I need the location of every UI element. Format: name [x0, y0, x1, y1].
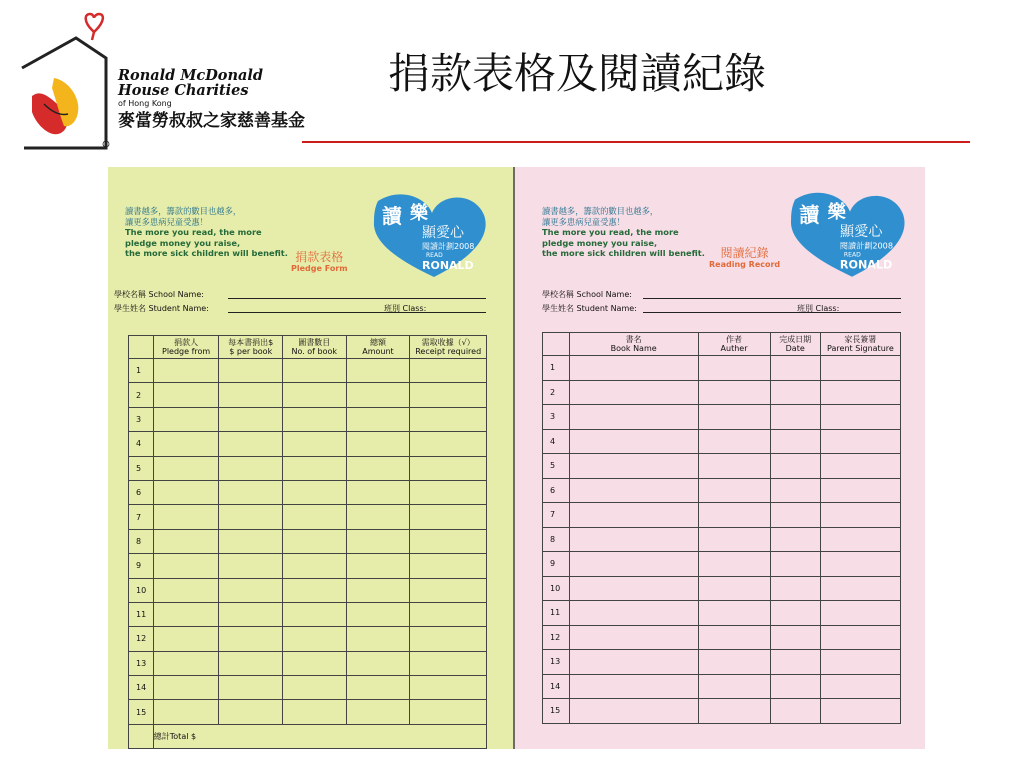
table-cell[interactable]: [282, 383, 346, 407]
badge-slogan: 顯愛心: [422, 225, 464, 241]
student-name-label: 學生姓名 Student Name:: [542, 304, 637, 313]
table-cell[interactable]: [282, 505, 346, 529]
table-cell[interactable]: [219, 383, 283, 407]
table-row: [543, 527, 901, 552]
table-cell[interactable]: [282, 529, 346, 553]
column-header: 圖書數目 No. of book: [282, 336, 346, 359]
table-cell[interactable]: [770, 674, 820, 699]
table-row: [543, 478, 901, 503]
table-cell[interactable]: [820, 576, 900, 601]
column-header: 需取收據（√） Receipt required: [410, 336, 487, 359]
table-cell[interactable]: [820, 552, 900, 577]
table-cell[interactable]: [569, 576, 698, 601]
table-cell[interactable]: [219, 456, 283, 480]
table-cell[interactable]: [153, 383, 219, 407]
intro-zh-line: 讓更多患病兒童受惠！: [125, 216, 208, 227]
table-row: [543, 674, 901, 699]
table-cell[interactable]: [569, 674, 698, 699]
table-cell[interactable]: [770, 625, 820, 650]
pledge-intro: [125, 206, 288, 259]
table-row: [543, 429, 901, 454]
row-number: 4: [129, 432, 154, 456]
column-header: 完成日期 Date: [770, 333, 820, 356]
table-row: [543, 356, 901, 381]
badge-read: READ: [426, 252, 443, 259]
table-cell[interactable]: [410, 407, 487, 431]
table-cell[interactable]: [219, 529, 283, 553]
table-cell[interactable]: [770, 699, 820, 724]
table-cell[interactable]: [770, 650, 820, 675]
row-number: 13: [543, 650, 570, 675]
row-number: 10: [543, 576, 570, 601]
table-cell[interactable]: [282, 651, 346, 675]
column-header: 每本書捐出$ $ per book: [219, 336, 283, 359]
total-amount-field[interactable]: 總計Total $: [153, 724, 486, 748]
table-cell[interactable]: [282, 456, 346, 480]
table-cell[interactable]: [698, 380, 770, 405]
table-cell[interactable]: [346, 578, 410, 602]
row-number: 4: [543, 429, 570, 454]
form-title-zh: 捐款表格: [295, 250, 344, 264]
table-row: [129, 383, 487, 407]
table-cell[interactable]: [698, 429, 770, 454]
table-cell[interactable]: [219, 505, 283, 529]
intro-zh-line: 讀書越多，籌款的數目也越多，: [125, 206, 242, 216]
row-number: 5: [543, 454, 570, 479]
table-header-row: [129, 336, 487, 359]
logo-name-line1: Ronald McDonald: [118, 67, 264, 84]
intro-en-line: pledge money you raise,: [125, 237, 241, 248]
table-cell[interactable]: [770, 552, 820, 577]
table-cell[interactable]: [282, 578, 346, 602]
table-cell[interactable]: [820, 503, 900, 528]
column-header: 作者 Auther: [698, 333, 770, 356]
title-divider: [302, 141, 970, 143]
row-number: 9: [543, 552, 570, 577]
row-number: 15: [543, 699, 570, 724]
table-cell[interactable]: [282, 480, 346, 504]
table-cell[interactable]: [219, 432, 283, 456]
intro-zh-line: 讀書越多，籌款的數目也越多，: [542, 206, 659, 216]
table-cell[interactable]: [770, 503, 820, 528]
table-cell[interactable]: [153, 602, 219, 626]
table-cell[interactable]: [569, 601, 698, 626]
table-cell[interactable]: [219, 627, 283, 651]
row-number: 7: [129, 505, 154, 529]
table-cell[interactable]: [569, 356, 698, 381]
reading-intro: [542, 206, 705, 259]
table-cell[interactable]: [770, 601, 820, 626]
table-row: [543, 405, 901, 430]
table-cell[interactable]: [346, 602, 410, 626]
table-cell[interactable]: [282, 432, 346, 456]
student-name-field[interactable]: [228, 312, 486, 313]
table-row: [543, 601, 901, 626]
row-number: 8: [129, 529, 154, 553]
table-cell[interactable]: [820, 674, 900, 699]
row-number: 10: [129, 578, 154, 602]
pledge-form: [108, 167, 514, 749]
table-row: [129, 602, 487, 626]
table-cell[interactable]: [410, 456, 487, 480]
table-cell[interactable]: [346, 383, 410, 407]
table-cell[interactable]: [410, 578, 487, 602]
row-number: 15: [129, 700, 154, 724]
table-cell[interactable]: [698, 405, 770, 430]
row-number: 14: [129, 676, 154, 700]
row-number: 2: [129, 383, 154, 407]
table-cell[interactable]: [282, 676, 346, 700]
table-row: [543, 650, 901, 675]
table-cell[interactable]: [346, 359, 410, 383]
table-cell[interactable]: [569, 503, 698, 528]
house-heart-logo-icon: [14, 8, 118, 153]
table-cell[interactable]: [820, 699, 900, 724]
table-cell[interactable]: [820, 405, 900, 430]
table-cell[interactable]: [219, 359, 283, 383]
table-row: [129, 676, 487, 700]
form-title-en: Pledge Form: [291, 264, 348, 273]
badge-char: 讀: [382, 204, 402, 228]
table-cell[interactable]: [698, 674, 770, 699]
table-cell[interactable]: [820, 478, 900, 503]
table-cell[interactable]: [282, 602, 346, 626]
table-row: [129, 359, 487, 383]
table-row: [543, 380, 901, 405]
rmhc-logo: [14, 8, 314, 158]
badge-slogan: 顯愛心: [839, 224, 883, 241]
school-name-label: 學校名稱 School Name:: [114, 290, 204, 299]
table-cell[interactable]: [153, 578, 219, 602]
table-cell[interactable]: [410, 505, 487, 529]
reading-record-form: [515, 167, 925, 749]
table-header-row: [543, 333, 901, 356]
row-number: 1: [543, 356, 570, 381]
table-cell[interactable]: [820, 601, 900, 626]
table-cell[interactable]: [410, 651, 487, 675]
table-cell[interactable]: [569, 552, 698, 577]
table-row: [543, 503, 901, 528]
row-number: 8: [543, 527, 570, 552]
column-header: 書名 Book Name: [569, 333, 698, 356]
class-label: 班別 Class:: [797, 304, 840, 313]
reading-table: [542, 332, 901, 724]
table-cell[interactable]: [410, 676, 487, 700]
row-number: 1: [129, 359, 154, 383]
table-cell[interactable]: [698, 356, 770, 381]
table-cell[interactable]: [410, 480, 487, 504]
table-cell[interactable]: [770, 356, 820, 381]
badge-program: 閱讀計劃2008: [422, 242, 475, 251]
table-cell[interactable]: [153, 700, 219, 724]
table-cell[interactable]: [410, 700, 487, 724]
table-cell[interactable]: [410, 602, 487, 626]
table-cell[interactable]: [698, 527, 770, 552]
school-name-field[interactable]: [228, 298, 486, 299]
row-number: 6: [129, 480, 154, 504]
table-cell[interactable]: [770, 405, 820, 430]
intro-en-line: the more sick children will benefit.: [542, 248, 705, 259]
row-number: 11: [129, 602, 154, 626]
table-cell[interactable]: [770, 527, 820, 552]
row-number: 7: [543, 503, 570, 528]
badge-char: 樂: [410, 203, 428, 224]
logo-chinese-name: 麥當勞叔叔之家慈善基金: [118, 111, 305, 131]
reading-form-title: [709, 247, 780, 269]
table-cell[interactable]: [410, 432, 487, 456]
table-cell[interactable]: [153, 456, 219, 480]
column-header: 總額 Amount: [346, 336, 410, 359]
table-row: [129, 651, 487, 675]
table-cell[interactable]: [770, 478, 820, 503]
table-cell[interactable]: [698, 454, 770, 479]
table-cell[interactable]: [346, 456, 410, 480]
intro-en-line: The more you read, the more: [125, 227, 262, 238]
table-cell[interactable]: [153, 676, 219, 700]
pledge-form-title: [291, 251, 348, 273]
heart-book-badge-icon: [787, 185, 911, 279]
logo-name-line2: House Charities: [118, 82, 249, 99]
table-cell[interactable]: [569, 429, 698, 454]
row-number: 3: [543, 405, 570, 430]
row-number: 12: [543, 625, 570, 650]
table-row: [543, 576, 901, 601]
table-cell[interactable]: [698, 576, 770, 601]
table-cell[interactable]: [569, 699, 698, 724]
table-row: [129, 578, 487, 602]
table-cell[interactable]: [219, 602, 283, 626]
row-number: 2: [543, 380, 570, 405]
badge-char: 讀: [799, 202, 820, 227]
row-number: 5: [129, 456, 154, 480]
table-cell[interactable]: [346, 480, 410, 504]
table-cell[interactable]: [770, 454, 820, 479]
table-row: [543, 552, 901, 577]
logo-region: of Hong Kong: [118, 99, 172, 108]
row-number: 6: [543, 478, 570, 503]
pledge-table: [128, 335, 487, 749]
table-row: [129, 627, 487, 651]
row-number: 11: [543, 601, 570, 626]
table-cell[interactable]: [282, 554, 346, 578]
table-cell[interactable]: [698, 601, 770, 626]
table-cell[interactable]: [219, 700, 283, 724]
form-title-en: Reading Record: [709, 260, 781, 269]
table-cell[interactable]: [153, 627, 219, 651]
table-cell[interactable]: [698, 478, 770, 503]
badge-program: 閱讀計劃2008: [839, 240, 894, 251]
table-cell[interactable]: [698, 650, 770, 675]
heart-book-badge-icon: [370, 187, 492, 279]
table-row: [129, 505, 487, 529]
table-cell[interactable]: [569, 625, 698, 650]
intro-en-line: the more sick children will benefit.: [125, 248, 288, 259]
table-cell[interactable]: [346, 529, 410, 553]
total-row: [129, 724, 487, 748]
table-cell[interactable]: [569, 650, 698, 675]
table-cell[interactable]: [219, 480, 283, 504]
table-cell[interactable]: [346, 627, 410, 651]
table-cell[interactable]: [410, 383, 487, 407]
badge-char: 樂: [827, 201, 846, 223]
table-cell[interactable]: [282, 407, 346, 431]
badge-ronald: RONALD: [422, 259, 474, 272]
table-cell[interactable]: [569, 454, 698, 479]
table-row: [129, 432, 487, 456]
table-cell[interactable]: [346, 407, 410, 431]
table-cell[interactable]: [569, 405, 698, 430]
table-row: [543, 454, 901, 479]
row-number: 14: [543, 674, 570, 699]
table-cell[interactable]: [770, 429, 820, 454]
table-cell[interactable]: [153, 359, 219, 383]
table-cell[interactable]: [770, 576, 820, 601]
row-number: 3: [129, 407, 154, 431]
table-cell[interactable]: [410, 627, 487, 651]
table-cell[interactable]: [153, 407, 219, 431]
school-name-label: 學校名稱 School Name:: [542, 290, 632, 299]
table-cell[interactable]: [153, 480, 219, 504]
table-row: [129, 480, 487, 504]
row-number: 13: [129, 651, 154, 675]
table-cell[interactable]: [153, 505, 219, 529]
table-cell[interactable]: [219, 651, 283, 675]
table-cell[interactable]: [346, 700, 410, 724]
table-cell[interactable]: [153, 432, 219, 456]
table-cell[interactable]: [153, 529, 219, 553]
row-number: 9: [129, 554, 154, 578]
row-number-header: [129, 336, 154, 359]
table-cell: [129, 724, 154, 748]
form-title-zh: 閱讀紀錄: [720, 246, 769, 260]
table-cell[interactable]: [820, 650, 900, 675]
page-title: 捐款表格及閱讀紀錄: [388, 49, 767, 98]
table-row: [543, 699, 901, 724]
intro-zh-line: 讓更多患病兒童受惠！: [542, 216, 625, 227]
table-cell[interactable]: [569, 380, 698, 405]
table-cell[interactable]: [346, 651, 410, 675]
table-row: [129, 407, 487, 431]
table-cell[interactable]: [219, 407, 283, 431]
table-cell[interactable]: [346, 676, 410, 700]
table-cell[interactable]: [698, 552, 770, 577]
intro-en-line: The more you read, the more: [542, 227, 679, 238]
student-name-label: 學生姓名 Student Name:: [114, 304, 209, 313]
table-cell[interactable]: [346, 432, 410, 456]
table-row: [543, 625, 901, 650]
column-header: 家長簽署 Parent Signature: [820, 333, 900, 356]
table-cell[interactable]: [820, 454, 900, 479]
school-name-field[interactable]: [643, 298, 901, 299]
table-cell[interactable]: [820, 527, 900, 552]
table-row: [129, 554, 487, 578]
table-cell[interactable]: [219, 554, 283, 578]
table-row: [129, 456, 487, 480]
table-cell[interactable]: [820, 356, 900, 381]
read-ronald-badge: [370, 187, 492, 283]
table-cell[interactable]: [820, 625, 900, 650]
table-cell[interactable]: [282, 700, 346, 724]
intro-en-line: pledge money you raise,: [542, 237, 658, 248]
table-cell[interactable]: [219, 578, 283, 602]
row-number-header: [543, 333, 570, 356]
table-cell[interactable]: [410, 554, 487, 578]
table-cell[interactable]: [410, 529, 487, 553]
table-cell[interactable]: [698, 699, 770, 724]
table-cell[interactable]: [282, 359, 346, 383]
table-cell[interactable]: [153, 554, 219, 578]
class-label: 班別 Class:: [384, 304, 427, 313]
table-cell[interactable]: [410, 359, 487, 383]
table-cell[interactable]: [698, 625, 770, 650]
table-cell[interactable]: [770, 380, 820, 405]
table-cell[interactable]: [282, 627, 346, 651]
column-header: 捐款人 Pledge from: [153, 336, 219, 359]
table-cell[interactable]: [569, 478, 698, 503]
table-cell[interactable]: [153, 651, 219, 675]
table-cell[interactable]: [346, 554, 410, 578]
badge-ronald: RONALD: [839, 258, 893, 272]
table-cell[interactable]: [820, 429, 900, 454]
row-number: 12: [129, 627, 154, 651]
table-row: [129, 700, 487, 724]
read-ronald-badge: [787, 185, 911, 283]
student-name-field[interactable]: [643, 312, 901, 313]
table-cell[interactable]: [346, 505, 410, 529]
badge-read: READ: [843, 251, 861, 259]
table-cell[interactable]: [820, 380, 900, 405]
table-row: [129, 529, 487, 553]
table-cell[interactable]: [219, 676, 283, 700]
table-cell[interactable]: [569, 527, 698, 552]
table-cell[interactable]: [698, 503, 770, 528]
